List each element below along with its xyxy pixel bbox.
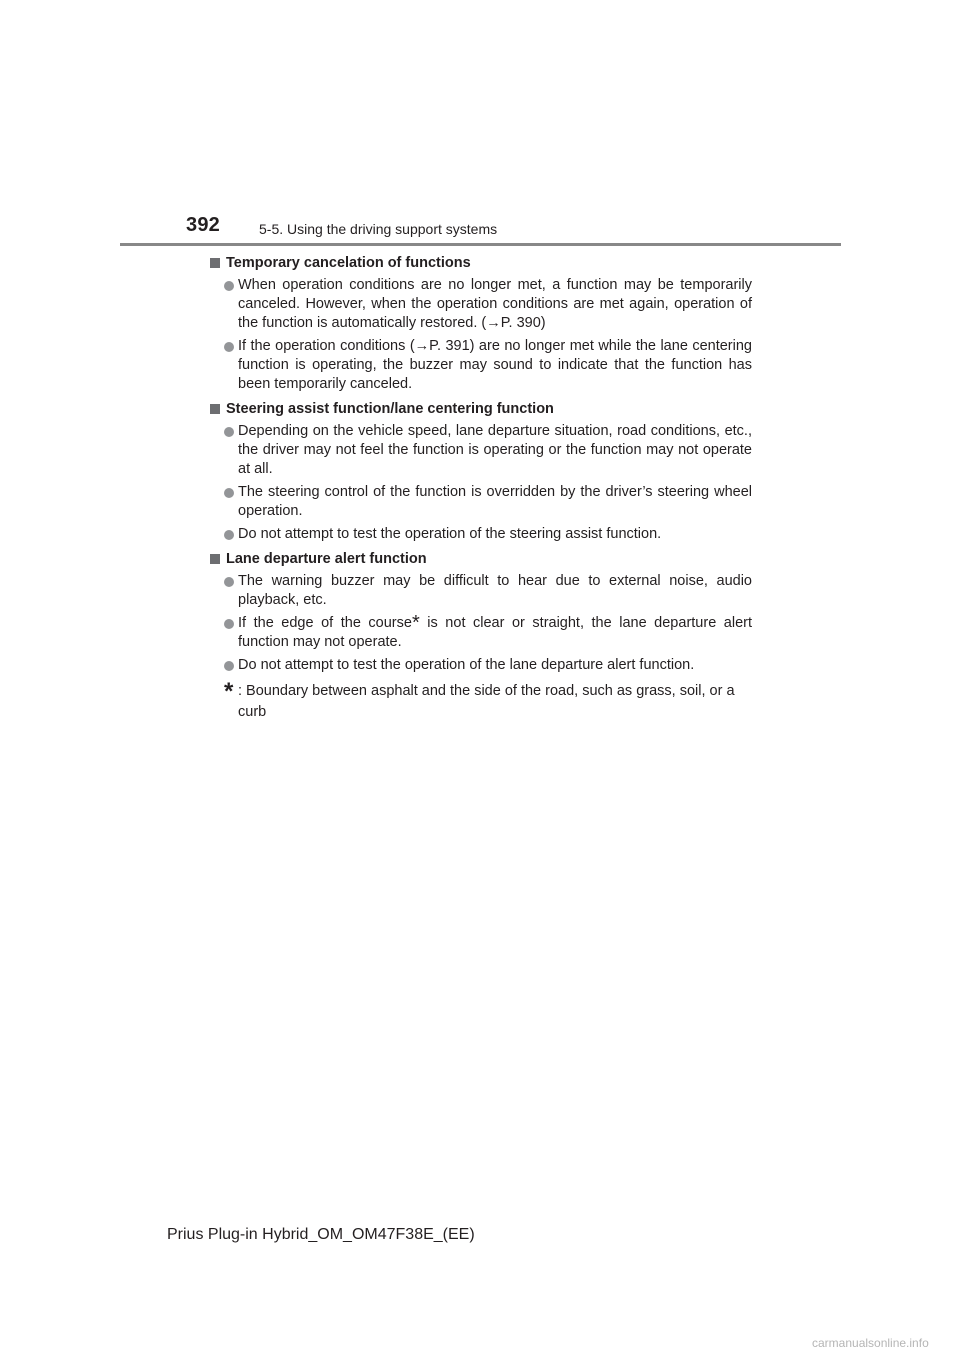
subsection-heading: Temporary cancelation of functions — [210, 254, 752, 273]
page-number: 392 — [186, 214, 220, 236]
square-bullet-icon — [210, 554, 220, 564]
round-bullet-icon — [224, 661, 234, 671]
page-header — [0, 0, 960, 250]
round-bullet-icon — [224, 530, 234, 540]
footnote-marker: * — [411, 612, 420, 634]
round-bullet-icon — [224, 281, 234, 291]
list-item: The steering control of the function is overridden by the driver’s steering wheel operation. — [210, 483, 752, 521]
list-item: If the edge of the course* is not clear or straight, the lane departure alert function may not operate. — [210, 614, 752, 652]
list-item: Do not attempt to test the operation of the lane departure alert function. — [210, 656, 752, 675]
round-bullet-icon — [224, 577, 234, 587]
round-bullet-icon — [224, 488, 234, 498]
subsection-temporary-cancelation — [210, 254, 752, 394]
list-item: Depending on the vehicle speed, lane departure situation, road conditions, etc., the driver may not feel the function is operating or the function may not operate at all. — [210, 422, 752, 479]
footnote — [210, 678, 752, 723]
round-bullet-icon — [224, 619, 234, 629]
subsection-heading: Lane departure alert function — [210, 550, 752, 569]
square-bullet-icon — [210, 404, 220, 414]
square-bullet-icon — [210, 258, 220, 268]
list-item: The warning buzzer may be difficult to hear due to external noise, audio playback, etc. — [210, 572, 752, 610]
list-item: Do not attempt to test the operation of the steering assist function. — [210, 525, 752, 544]
subsection-steering-assist — [210, 400, 752, 544]
header-divider — [120, 243, 841, 246]
subsection-heading: Steering assist function/lane centering function — [210, 400, 752, 419]
section-title: 5-5. Using the driving support systems — [259, 221, 498, 237]
list-item: When operation conditions are no longer met, a function may be temporarily canceled. However, when the operation conditions are met again, operation of the function is automatically restored. (→P. 390) — [210, 276, 752, 333]
round-bullet-icon — [224, 427, 234, 437]
list-item: If the operation conditions (→P. 391) are no longer met while the lane centering function is operating, the buzzer may sound to indicate that the function has been temporarily canceled. — [210, 337, 752, 394]
footnote-marker: * — [224, 678, 234, 705]
page-content — [210, 254, 752, 723]
round-bullet-icon — [224, 342, 234, 352]
watermark: carmanualsonline.info — [812, 1336, 929, 1350]
footnote-text: : Boundary between asphalt and the side of the road, such as grass, soil, or a curb — [238, 683, 735, 720]
manual-identifier: Prius Plug-in Hybrid_OM_OM47F38E_(EE) — [167, 1226, 475, 1243]
subsection-lane-departure-alert — [210, 550, 752, 675]
